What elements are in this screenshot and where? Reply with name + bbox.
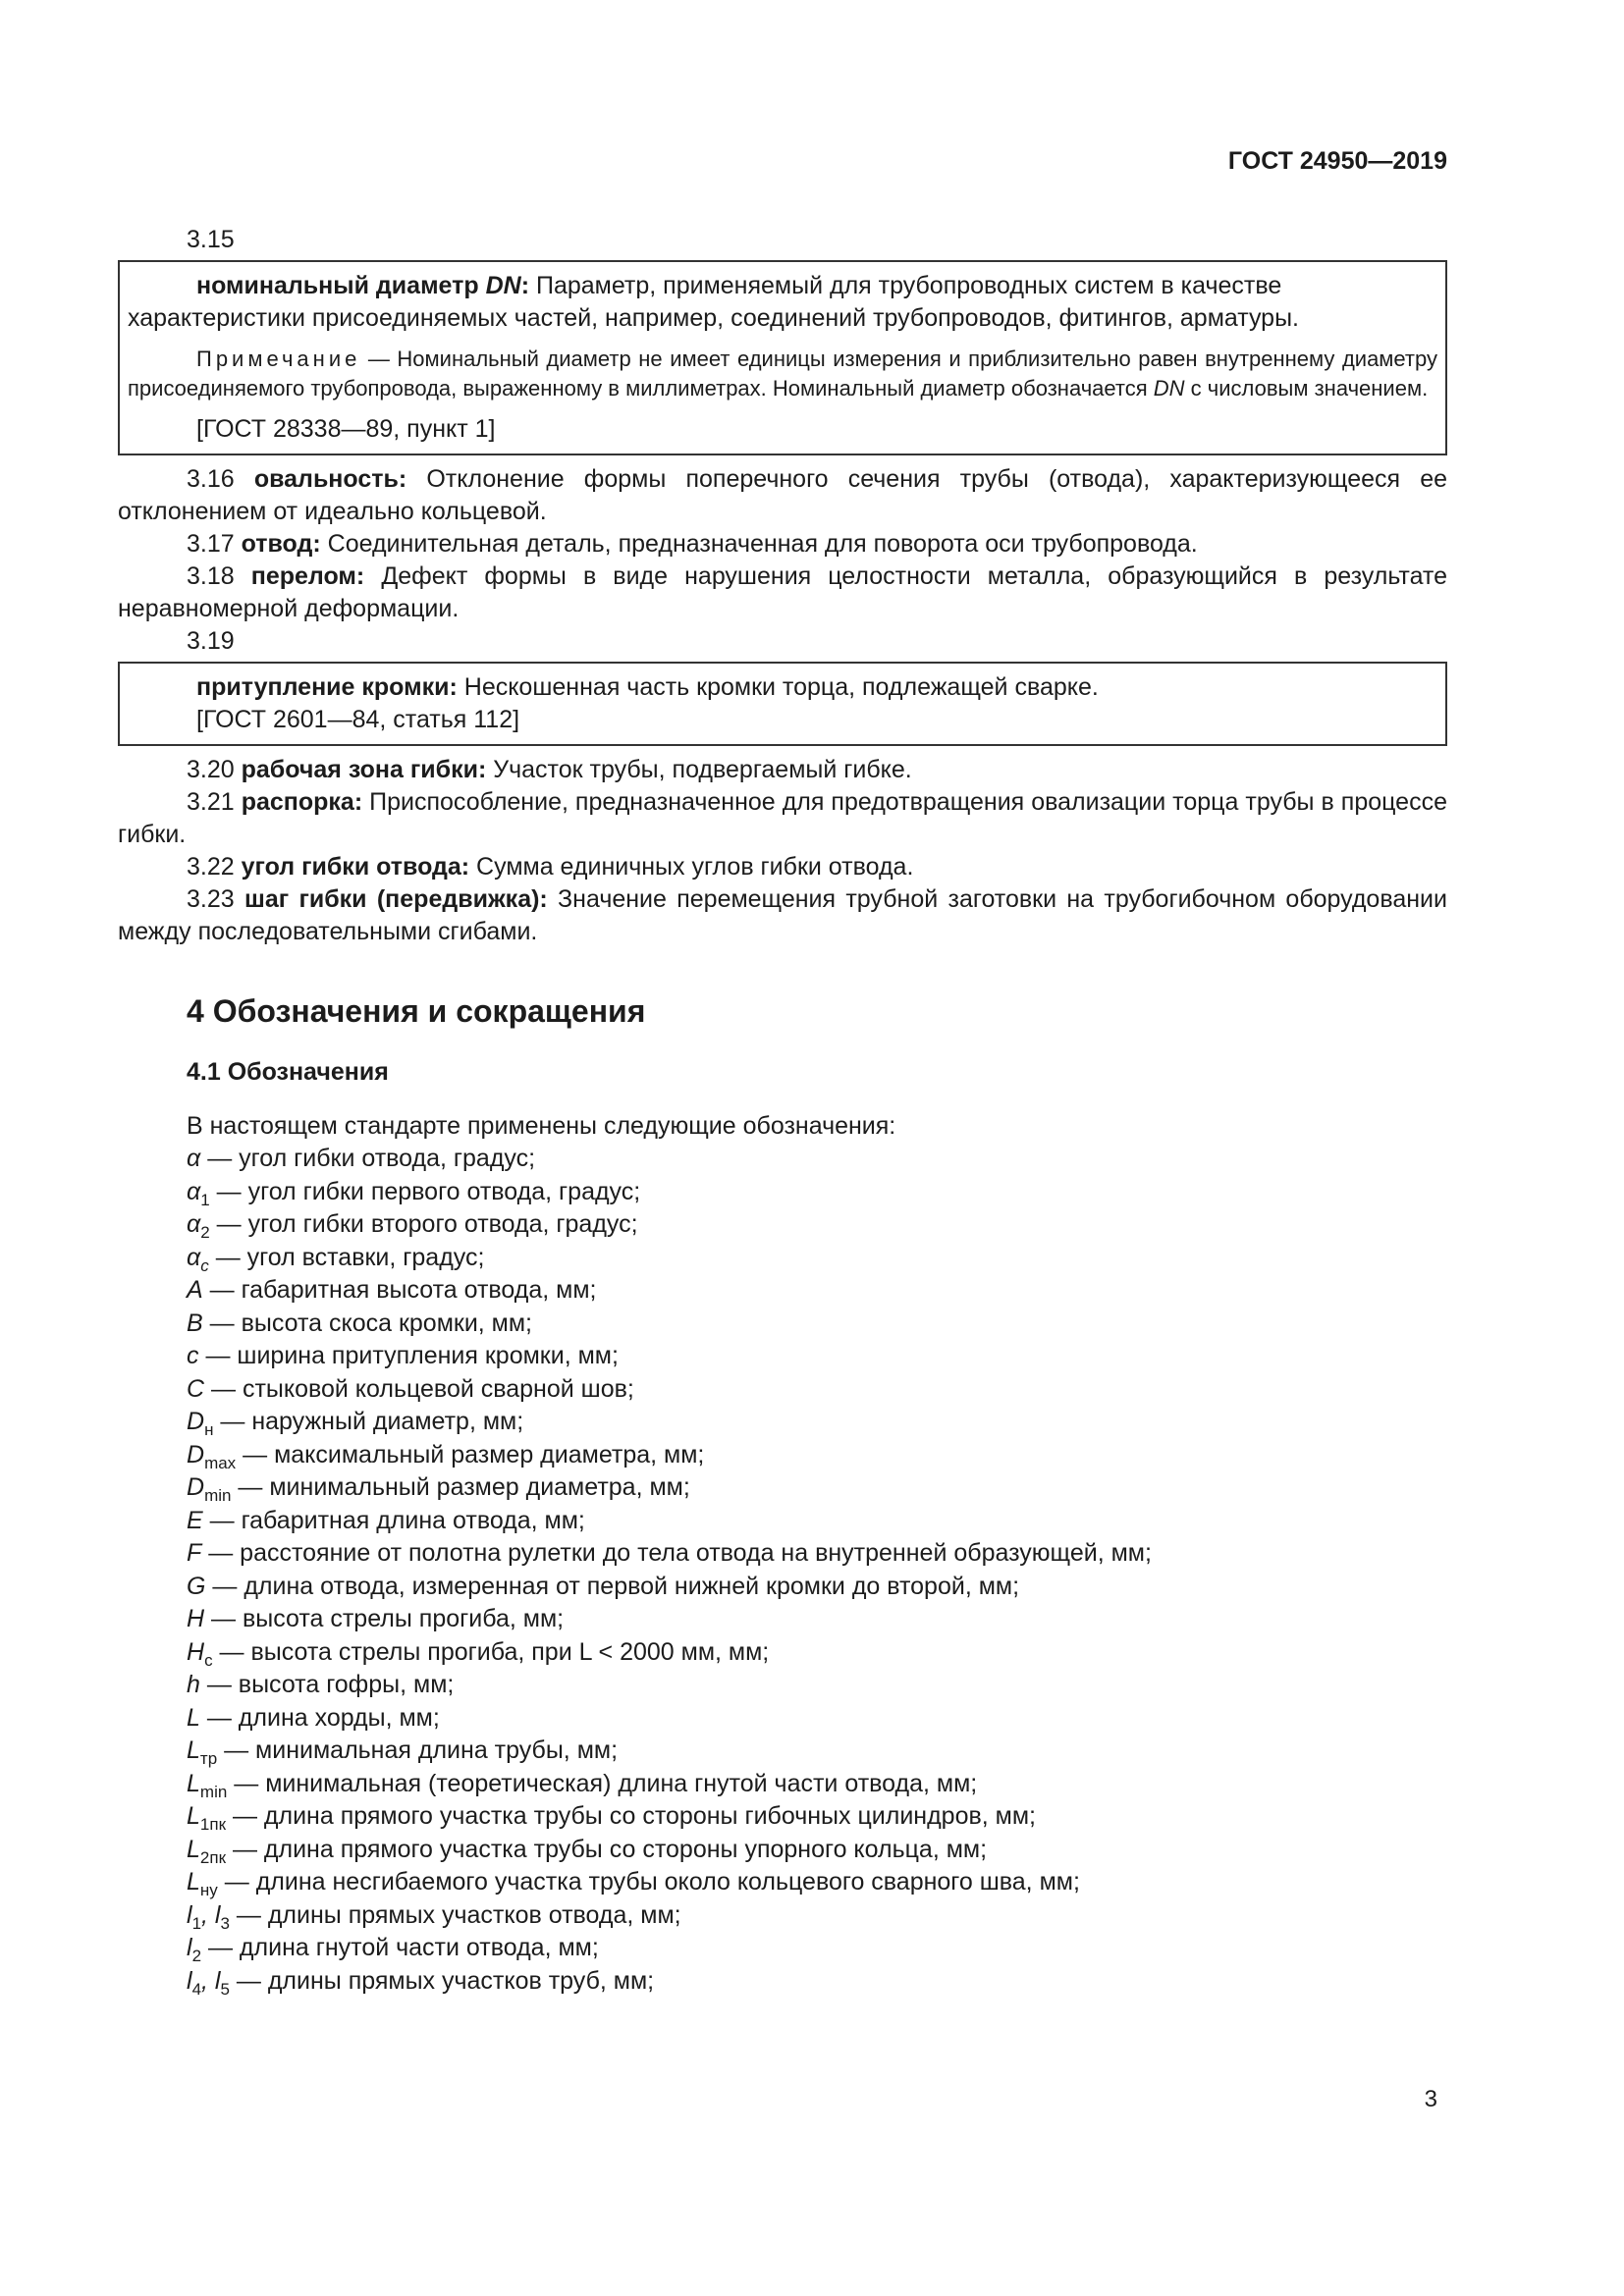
symbol-description: — угол гибки отвода, градус; [200,1145,536,1172]
section-4-1-heading: 4.1 Обозначения [187,1058,389,1086]
term-3-22: 3.22 угол гибки отвода: Сумма единичных углов гибки отвода. [187,853,914,881]
symbol-letter: α [187,1177,201,1205]
symbol-subscript: min [199,1782,228,1801]
symbol-letter: l [187,1966,192,1995]
symbol-letter-2: , l [201,1900,221,1929]
symbol-description: — угол гибки первого отвода, градус; [209,1177,641,1205]
symbol-item [187,1735,1447,1768]
symbol-description: — минимальный размер диаметра, мм; [231,1473,690,1501]
symbol-description: — длина хорды, мм; [199,1703,440,1732]
symbol-item [187,1834,1447,1867]
symbol-item [187,1242,1447,1275]
symbol-subscript: н [204,1420,214,1439]
symbol-item [187,1571,1447,1604]
term-source-3-15: [ГОСТ 28338—89, пункт 1] [196,415,496,443]
symbol-item [187,1308,1447,1341]
symbol-item [187,1800,1447,1834]
symbol-item [187,1537,1447,1571]
symbol-subscript: 1пк [199,1815,227,1834]
term-definition-3-15: номинальный диаметр DN: Параметр, применяемый для трубопроводных систем в качестве характеристики присоединяемых частей, например, соединений трубопроводов, фитингов, арматуры. [128,272,1300,332]
symbol-subscript-2: 3 [220,1913,230,1933]
symbol-item [187,1866,1447,1899]
term-3-16: 3.16 овальность: Отклонение формы поперечного сечения трубы (отвода), характеризующееся ее отклонением от идеально кольцевой. [118,465,1447,525]
symbol-description: — высота стрелы прогиба, при L < 2000 мм, мм; [212,1637,770,1666]
symbol-letter: L [187,1835,200,1863]
symbol-letter: G [187,1572,206,1600]
section-4-heading: 4 Обозначения и сокращения [187,993,646,1029]
term-3-20: 3.20 рабочая зона гибки: Участок трубы, подвергаемый гибке. [187,756,912,783]
symbol-subscript: тр [199,1749,218,1768]
symbol-letter: α [187,1243,201,1271]
symbol-subscript: c [204,1650,213,1670]
symbol-description: — расстояние от полотна рулетки до тела отвода на внутренней образующей, мм; [201,1539,1152,1567]
symbol-letter: C [187,1374,205,1403]
symbol-subscript: max [204,1453,237,1472]
symbol-description: — угол вставки, градус; [208,1243,485,1271]
symbol-description: — наружный диаметр, мм; [213,1408,524,1435]
term-number-3-15: 3.15 [187,226,235,253]
symbol-item [187,1899,1447,1933]
symbol-letter: α [187,1210,201,1238]
symbol-description: — минимальная (теоретическая) длина гнутой части отвода, мм; [227,1769,978,1797]
symbol-letter: α [187,1145,201,1172]
symbol-letter: l [187,1900,192,1929]
symbol-letter: L [187,1736,200,1764]
symbol-description: — стыковой кольцевой сварной шов; [204,1374,634,1403]
symbol-item [187,1439,1447,1472]
symbol-description: — габаритная длина отвода, мм; [202,1506,585,1534]
symbol-description: — длина прямого участка трубы со стороны упорного кольца, мм; [226,1835,988,1863]
symbol-item [187,1636,1447,1670]
symbol-item [187,1603,1447,1636]
term-3-23: 3.23 шаг гибки (передвижка): Значение перемещения трубной заготовки на трубогибочном оборудовании между последовательными сгибами. [118,885,1447,945]
symbol-subscript: min [204,1486,232,1505]
symbol-subscript: 2 [200,1223,210,1242]
symbol-letter: l [187,1934,192,1961]
symbols-list [118,1143,1447,1998]
symbol-letter: c [187,1342,199,1369]
symbol-description: — длины прямых участков труб, мм; [229,1966,655,1995]
term-source-3-19: [ГОСТ 2601—84, статья 112] [196,706,520,733]
symbol-item [187,1965,1447,1999]
symbol-item [187,1208,1447,1242]
symbol-item [187,1669,1447,1702]
symbol-item [187,1932,1447,1965]
document-header: ГОСТ 24950—2019 [1227,147,1447,175]
symbol-letter: h [187,1671,200,1698]
symbol-description: — минимальная длина трубы, мм; [217,1736,619,1764]
symbol-subscript: 1 [191,1913,202,1933]
symbol-letter: B [187,1308,203,1337]
symbol-description: — высота стрелы прогиба, мм; [204,1605,565,1632]
symbol-item [187,1702,1447,1735]
symbol-description: — угол гибки второго отвода, градус; [209,1210,638,1238]
symbol-description: — ширина притупления кромки, мм; [198,1342,619,1369]
symbol-letter: L [187,1769,200,1797]
symbol-subscript: 2пк [199,1847,227,1867]
symbol-description: — максимальный размер диаметра, мм; [236,1440,705,1468]
symbol-subscript: 1 [200,1190,210,1209]
symbol-subscript: ну [199,1881,218,1899]
symbol-letter-2: , l [201,1966,221,1995]
term-box-3-19 [118,662,1447,746]
term-note-3-15: Примечание — Номинальный диаметр не имеет единицы измерения и приблизительно равен внутреннему диаметру присоединяемого трубопровода, выраженному в миллиметрах. Номинальный диаметр обозначается DN с числовым значением. [128,347,1437,400]
symbol-item [187,1768,1447,1801]
symbol-subscript: 2 [191,1947,202,1965]
symbol-letter: H [187,1637,205,1666]
symbol-description: — длина прямого участка трубы со стороны гибочных цилиндров, мм; [226,1802,1036,1830]
symbol-item [187,1274,1447,1308]
symbol-letter: L [187,1868,200,1896]
symbol-item [187,1505,1447,1538]
symbol-subscript-2: 5 [220,1979,230,1999]
symbol-item [187,1471,1447,1505]
term-3-18: 3.18 перелом: Дефект формы в виде нарушения целостности металла, образующийся в результате неравномерной деформации. [118,562,1447,622]
term-definition-3-19: притупление кромки: Нескошенная часть кромки торца, подлежащей сварке. [196,673,1099,701]
symbol-letter: L [187,1802,200,1830]
symbol-description: — габаритная высота отвода, мм; [202,1276,597,1304]
symbol-letter: D [187,1440,205,1468]
term-3-21: 3.21 распорка: Приспособление, предназначенное для предотвращения овализации торца трубы в процессе гибки. [118,788,1447,848]
symbol-subscript: c [200,1255,209,1275]
symbol-letter: F [187,1539,202,1567]
symbol-description: — высота гофры, мм; [199,1671,455,1698]
symbol-description: — длина отвода, измеренная от первой нижней кромки до второй, мм; [205,1572,1020,1600]
symbol-item [187,1373,1447,1407]
symbol-letter: D [187,1408,205,1435]
symbol-item [187,1340,1447,1373]
symbol-description: — высота скоса кромки, мм; [202,1308,533,1337]
symbol-letter: D [187,1473,205,1501]
symbol-item [187,1176,1447,1209]
symbol-letter: H [187,1605,205,1632]
term-box-3-15 [118,260,1447,455]
symbol-letter: L [187,1703,200,1732]
symbols-intro: В настоящем стандарте применены следующие обозначения: [187,1112,896,1140]
symbol-letter: A [187,1276,203,1304]
symbol-description: — длина гнутой части отвода, мм; [201,1934,599,1961]
page-number: 3 [1424,2086,1437,2112]
symbol-subscript: 4 [191,1979,202,1999]
symbol-description: — длины прямых участков отвода, мм; [229,1900,681,1929]
symbol-item [187,1406,1447,1439]
symbol-description: — длина несгибаемого участка трубы около кольцевого сварного шва, мм; [217,1868,1080,1896]
symbol-item [187,1143,1447,1176]
symbol-letter: E [187,1506,203,1534]
page-content [118,224,1447,1998]
term-3-17: 3.17 отвод: Соединительная деталь, предназначенная для поворота оси трубопровода. [187,530,1198,558]
term-number-3-19: 3.19 [187,627,235,655]
